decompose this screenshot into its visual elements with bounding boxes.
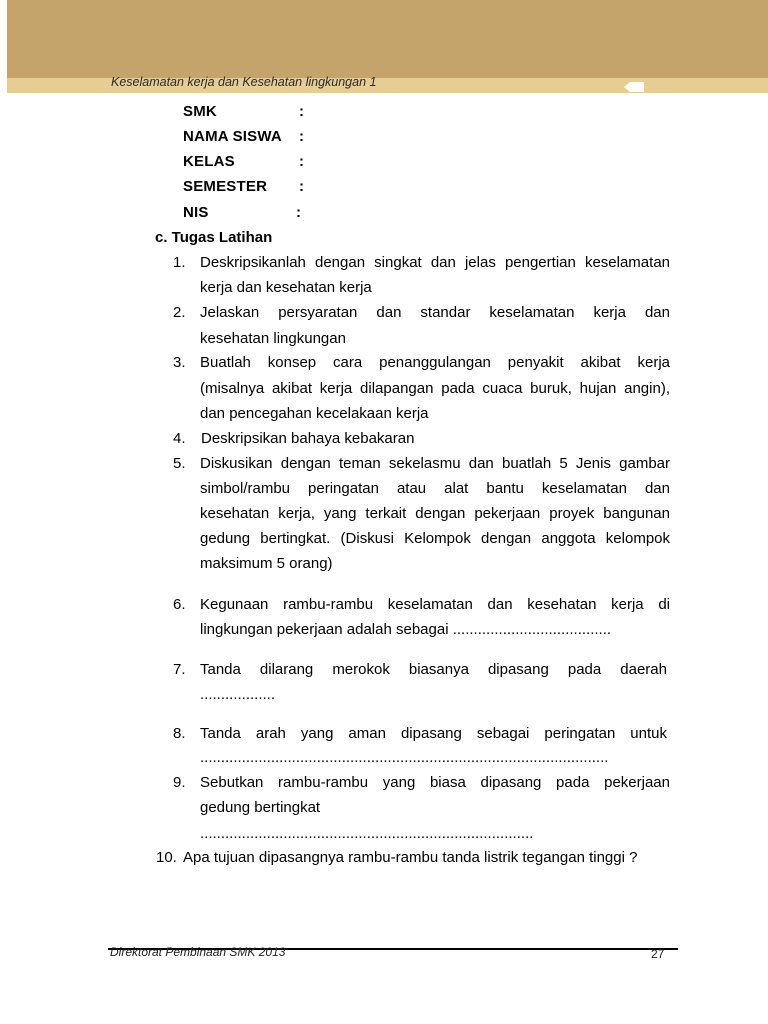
- item-line: kesehatan lingkungan: [200, 330, 346, 347]
- item-line: dan pencegahan kecelakaan kerja: [200, 405, 429, 422]
- item-line: gedung bertingkat. (Diskusi Kelompok dengan anggota kelompok: [200, 530, 670, 547]
- info-colon: :: [299, 178, 304, 195]
- item-line: Buatlah konsep cara penanggulangan penyakit akibat kerja: [200, 354, 670, 371]
- info-colon: :: [299, 153, 304, 170]
- item-number: 1.: [173, 254, 186, 271]
- item-line: lingkungan pekerjaan adalah sebagai ......................................: [200, 621, 612, 638]
- item-line: Deskripsikanlah dengan singkat dan jelas pengertian keselamatan: [200, 254, 670, 271]
- item-number: 8.: [173, 725, 186, 742]
- item-line: kerja dan kesehatan kerja: [200, 279, 372, 296]
- item-line: ................................................................................: [200, 825, 534, 842]
- item-line: ..................: [200, 686, 276, 703]
- item-line: Deskripsikan bahaya kebakaran: [201, 430, 415, 447]
- info-colon: :: [296, 204, 301, 221]
- item-number: 4.: [173, 430, 186, 447]
- item-line: simbol/rambu peringatan atau alat bantu keselamatan dan: [200, 480, 670, 497]
- item-number: 10.: [156, 849, 177, 866]
- item-line: Diskusikan dengan teman sekelasmu dan buatlah 5 Jenis gambar: [200, 455, 670, 472]
- item-number: 9.: [173, 774, 186, 791]
- info-label-nama-siswa: NAMA SISWA: [183, 128, 282, 145]
- item-line: Apa tujuan dipasangnya rambu-rambu tanda listrik tegangan tinggi ?: [183, 849, 638, 866]
- info-colon: :: [299, 128, 304, 145]
- item-line: Tanda dilarang merokok biasanya dipasang pada daerah: [200, 661, 667, 678]
- info-colon: :: [299, 103, 304, 120]
- item-line: Kegunaan rambu-rambu keselamatan dan kesehatan kerja di: [200, 596, 670, 613]
- footer-publisher: Direktorat Pembinaan SMK 2013: [110, 945, 286, 959]
- item-line: ..................................................................................................: [200, 749, 609, 766]
- item-number: 3.: [173, 354, 186, 371]
- header-notch-decoration: [624, 80, 644, 92]
- item-number: 5.: [173, 455, 186, 472]
- item-number: 2.: [173, 304, 186, 321]
- item-line: kesehatan kerja, yang terkait dengan pekerjaan proyek bangunan: [200, 505, 670, 522]
- section-heading: c. Tugas Latihan: [155, 229, 273, 246]
- item-number: 7.: [173, 661, 186, 678]
- item-line: Jelaskan persyaratan dan standar keselamatan kerja dan: [200, 304, 670, 321]
- item-line: Sebutkan rambu-rambu yang biasa dipasang pada pekerjaan: [200, 774, 670, 791]
- item-line: maksimum 5 orang): [200, 555, 333, 572]
- info-label-semester: SEMESTER: [183, 178, 268, 195]
- item-number: 6.: [173, 596, 186, 613]
- item-line: (misalnya akibat kerja dilapangan pada cuaca buruk, hujan angin),: [200, 380, 670, 397]
- item-line: gedung bertingkat: [200, 799, 321, 816]
- info-label-kelas: KELAS: [183, 153, 235, 170]
- info-label-smk: SMK: [183, 103, 217, 120]
- info-label-nis: NIS: [183, 204, 209, 221]
- item-line: Tanda arah yang aman dipasang sebagai peringatan untuk: [200, 725, 667, 742]
- header-band: [7, 0, 768, 78]
- page-number: 27: [651, 947, 665, 961]
- running-title: Keselamatan kerja dan Kesehatan lingkungan 1: [111, 75, 377, 89]
